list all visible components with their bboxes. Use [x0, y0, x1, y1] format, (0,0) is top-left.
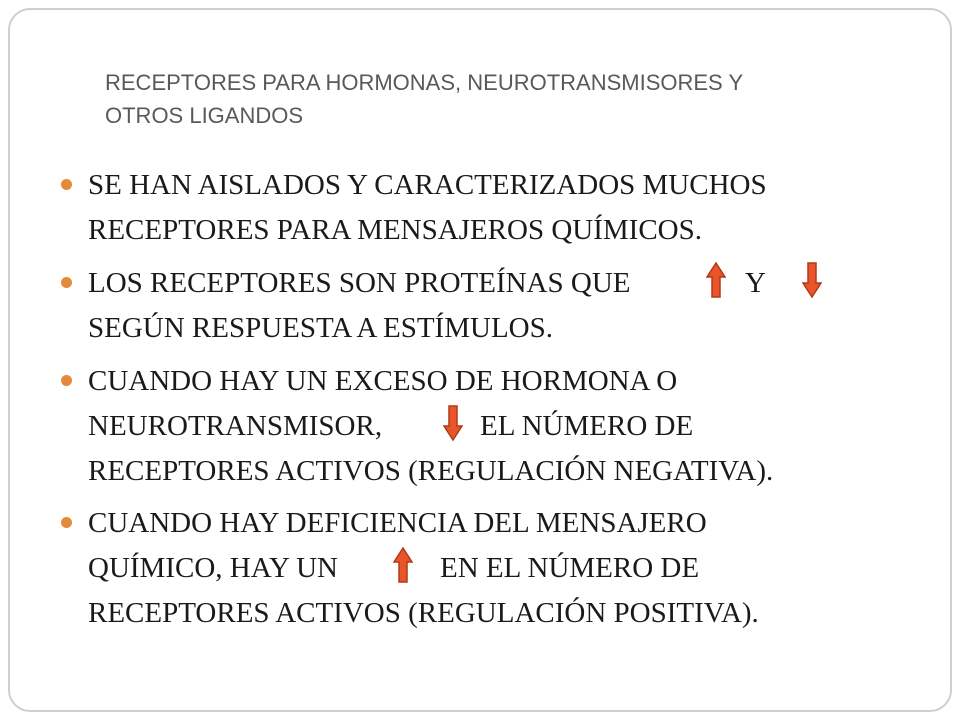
up-arrow-icon — [706, 262, 726, 298]
bullet-2-line-2: SEGÚN RESPUESTA A ESTÍMULOS. — [88, 312, 553, 344]
bullet-3-line-1: CUANDO HAY UN EXCESO DE HORMONA O — [88, 365, 678, 397]
bullet-4-line-2a: QUÍMICO, HAY UN — [88, 552, 338, 584]
bullet-marker — [61, 375, 72, 386]
down-arrow-icon — [802, 262, 822, 298]
bullet-1-line-1: SE HAN AISLADOS Y CARACTERIZADOS MUCHOS — [88, 169, 767, 201]
down-arrow-icon — [443, 405, 463, 441]
bullet-3-line-3: RECEPTORES ACTIVOS (REGULACIÓN NEGATIVA). — [88, 455, 774, 487]
bullet-marker — [61, 179, 72, 190]
slide-title — [105, 66, 905, 132]
bullet-3-line-2a: NEUROTRANSMISOR, — [88, 410, 383, 442]
bullet-4-line-2b: EN EL NÚMERO DE — [440, 552, 700, 584]
title-line-1: RECEPTORES PARA HORMONAS, NEUROTRANSMISORES Y — [105, 70, 744, 95]
bullet-2-line-1a: LOS RECEPTORES SON PROTEÍNAS QUE — [88, 267, 631, 299]
bullet-2-line-1b: Y — [745, 267, 766, 299]
bullet-3-line-2b: EL NÚMERO DE — [480, 410, 694, 442]
bullet-1-line-2: RECEPTORES PARA MENSAJEROS QUÍMICOS. — [88, 214, 702, 246]
bullet-4-line-3: RECEPTORES ACTIVOS (REGULACIÓN POSITIVA). — [88, 597, 759, 629]
title-line-2: OTROS LIGANDOS — [105, 103, 304, 128]
bullet-marker — [61, 277, 72, 288]
bullet-4-line-1: CUANDO HAY DEFICIENCIA DEL MENSAJERO — [88, 507, 707, 539]
bullet-marker — [61, 517, 72, 528]
up-arrow-icon — [393, 547, 413, 583]
